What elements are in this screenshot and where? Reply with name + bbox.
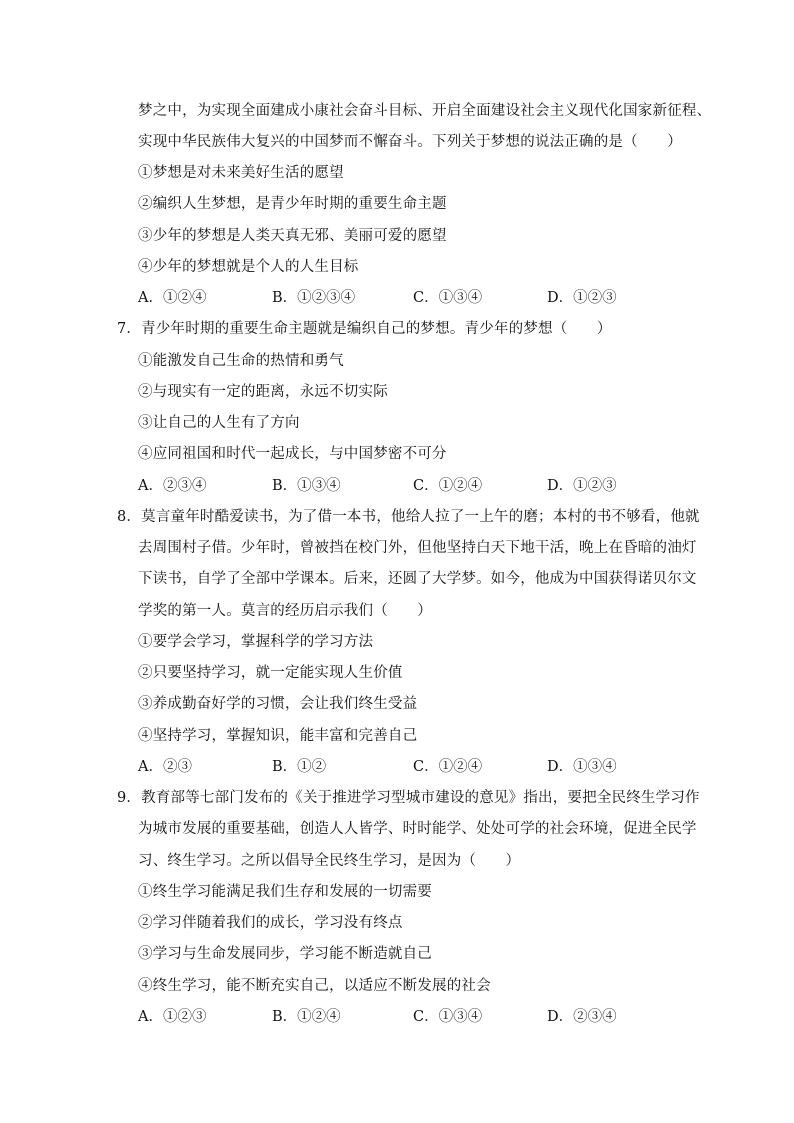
question-7-item-4: ④应同祖国和时代一起成长，与中国梦密不可分 bbox=[138, 446, 447, 462]
question-9-item-4: ④终生学习，能不断充实自己，以适应不断发展的社会 bbox=[138, 978, 491, 994]
option-a: A．①②④ bbox=[138, 290, 207, 306]
option-c: C．①②④ bbox=[413, 759, 483, 775]
question-9-item-2: ②学习伴随着我们的成长，学习没有终点 bbox=[138, 915, 403, 931]
question-6-stem-line-1: 梦之中，为实现全面建成小康社会奋斗目标、开启全面建设社会主义现代化国家新征程、 bbox=[138, 103, 712, 119]
question-7-item-1: ①能激发自己生命的热情和勇气 bbox=[138, 353, 344, 369]
option-d: D．①②③ bbox=[547, 478, 617, 494]
question-9-stem-line-1: 9．教育部等七部门发布的《关于推进学习型城市建设的意见》指出，要把全民终生学习作 bbox=[117, 790, 700, 806]
option-b: B．①② bbox=[272, 759, 327, 775]
option-c: C．①②④ bbox=[413, 478, 483, 494]
option-a: A．②③④ bbox=[138, 478, 207, 494]
question-9-item-3: ③学习与生命发展同步，学习能不断造就自己 bbox=[138, 946, 432, 962]
question-8-item-2: ②只要坚持学习，就一定能实现人生价值 bbox=[138, 665, 403, 681]
question-9-item-1: ①终生学习能满足我们生存和发展的一切需要 bbox=[138, 884, 432, 900]
option-b: B．①②④ bbox=[272, 1009, 341, 1025]
question-8-stem-line-4: 学奖的第一人。莫言的经历启示我们（ ） bbox=[138, 603, 432, 619]
question-8-item-1: ①要学会学习，掌握科学的学习方法 bbox=[138, 634, 374, 650]
question-6-item-3: ③少年的梦想是人类天真无邪、美丽可爱的愿望 bbox=[138, 228, 447, 244]
option-a: A．②③ bbox=[138, 759, 192, 775]
question-9-stem-line-3: 习、终生学习。之所以倡导全民终生学习，是因为（ ） bbox=[138, 853, 521, 869]
question-6-stem-line-2: 实现中华民族伟大复兴的中国梦而不懈奋斗。下列关于梦想的说法正确的是（ ） bbox=[138, 134, 682, 150]
question-6-item-1: ①梦想是对未来美好生活的愿望 bbox=[138, 165, 344, 181]
option-d: D．①③④ bbox=[547, 759, 617, 775]
option-b: B．①③④ bbox=[272, 478, 341, 494]
question-8-item-3: ③养成勤奋好学的习惯，会让我们终生受益 bbox=[138, 696, 418, 712]
option-d: D．①②③ bbox=[547, 290, 617, 306]
question-7-stem-line-1: 7．青少年时期的重要生命主题就是编织自己的梦想。青少年的梦想（ ） bbox=[117, 321, 612, 337]
option-c: C．①③④ bbox=[413, 290, 483, 306]
question-7-item-3: ③让自己的人生有了方向 bbox=[138, 415, 300, 431]
question-7-item-2: ②与现实有一定的距离，永远不切实际 bbox=[138, 384, 388, 400]
question-8-stem-line-3: 下读书，自学了全部中学课本。后来，还圆了大学梦。如今，他成为中国获得诺贝尔文 bbox=[138, 571, 697, 587]
question-8-stem-line-1: 8．莫言童年时酷爱读书，为了借一本书，他给人拉了一上午的磨；本村的书不够看，他就 bbox=[117, 509, 700, 525]
option-a: A．①②③ bbox=[138, 1009, 207, 1025]
option-d: D．②③④ bbox=[547, 1009, 617, 1025]
question-8-stem-line-2: 去周围村子借。少年时，曾被挡在校门外，但他坚持白天下地干活，晚上在昏暗的油灯 bbox=[138, 540, 697, 556]
question-6-item-4: ④少年的梦想就是个人的人生目标 bbox=[138, 259, 359, 275]
option-b: B．①②③④ bbox=[272, 290, 356, 306]
question-9-stem-line-2: 为城市发展的重要基础，创造人人皆学、时时能学、处处可学的社会环境，促进全民学 bbox=[138, 821, 697, 837]
question-8-item-4: ④坚持学习，掌握知识，能丰富和完善自己 bbox=[138, 728, 418, 744]
question-6-item-2: ②编织人生梦想，是青少年时期的重要生命主题 bbox=[138, 196, 447, 212]
option-c: C．①③④ bbox=[413, 1009, 483, 1025]
